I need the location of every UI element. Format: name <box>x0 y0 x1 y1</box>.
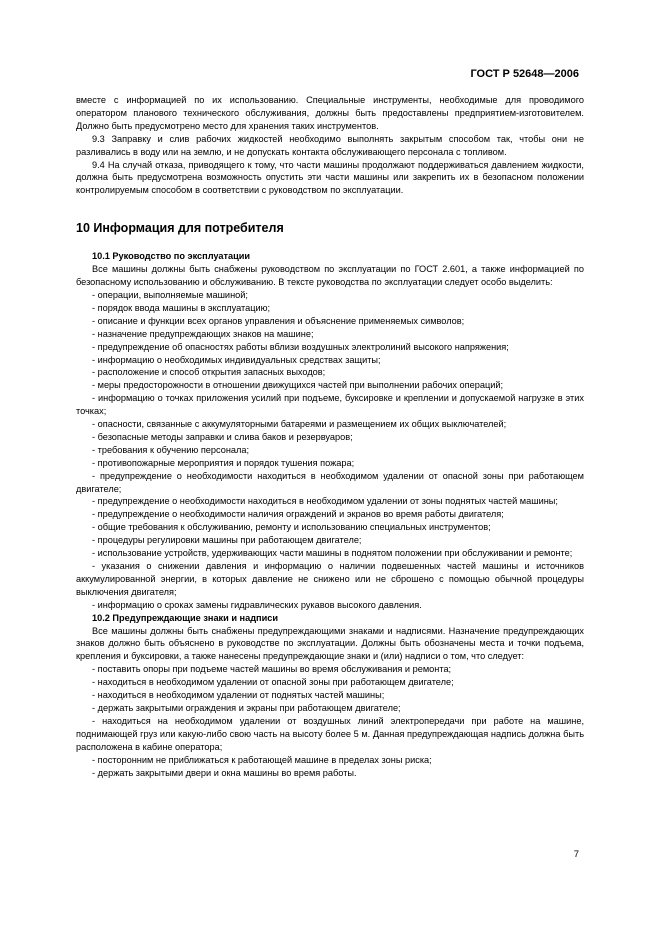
list-marker: - <box>92 496 96 507</box>
list-item <box>76 379 584 392</box>
list-item-text: указания о снижении давления и информацию о наличии подвешенных частей машины и источников аккумулированной энергии, в которых давление не снижено или не сброшено с помощью обычной процедуры выключения двигателя; <box>76 561 584 597</box>
list-marker: - <box>92 535 96 546</box>
list-item <box>76 689 584 702</box>
list-marker: - <box>92 767 96 778</box>
list-marker: - <box>92 561 96 571</box>
list-item-text: предупреждение о необходимости находиться в необходимом удалении от зоны поднятых частей машины; <box>97 496 558 507</box>
list-item-text: информацию о точках приложения усилий при подъеме, буксировке и креплении и допускаемой нагрузке в этих точках; <box>76 393 584 417</box>
list-item <box>76 521 584 534</box>
list-item-text: безопасные методы заправки и слива баков и резервуаров; <box>97 431 353 442</box>
list-item-text: порядок ввода машины в эксплуатацию; <box>97 302 271 313</box>
list-marker: - <box>92 690 96 701</box>
list-marker: - <box>92 341 96 352</box>
list-marker: - <box>92 548 96 559</box>
list-item <box>76 702 584 715</box>
list-marker: - <box>92 431 96 442</box>
list-item-text: требования к обучению персонала; <box>97 444 250 455</box>
list-item <box>76 418 584 431</box>
list-item-text: посторонним не приближаться к работающей машине в пределах зоны риска; <box>97 754 432 765</box>
list-marker: - <box>92 419 96 430</box>
list-marker: - <box>92 677 96 688</box>
list-item <box>76 599 584 612</box>
list-item-text: предупреждение об опасностях работы вблизи воздушных электролиний высокого напряжения; <box>97 341 509 352</box>
list-item <box>76 767 584 780</box>
list-item <box>76 341 584 354</box>
list-item-text: назначение предупреждающих знаков на машине; <box>97 328 314 339</box>
list-item <box>76 534 584 547</box>
list-marker: - <box>92 702 96 713</box>
list-marker: - <box>92 509 96 520</box>
list-item <box>76 431 584 444</box>
list-marker: - <box>92 457 96 468</box>
list-marker: - <box>92 302 96 313</box>
list-item-text: расположение и способ открытия запасных выходов; <box>97 367 326 378</box>
list-item <box>76 328 584 341</box>
subsection-10-2-list <box>76 663 584 779</box>
standard-header: ГОСТ Р 52648—2006 <box>470 68 579 80</box>
list-item-text: находиться на необходимом удалении от воздушных линий электропередачи при работе на машине, поднимающей груз или какую-либо свою часть на высоту более 5 м. Данная предупреждающая надпись должна быть расположена в кабине оператора; <box>76 715 584 752</box>
list-item <box>76 508 584 521</box>
intro-paragraph: вместе с информацией по их использованию. Специальные инструменты, необходимые для проводимого оператором планового технического обслуживания, должны быть предоставлены предприятием-изготовителем. Должно быть предусмотрено место для хранения таких инструментов. <box>76 95 584 131</box>
list-marker: - <box>92 289 96 300</box>
list-marker: - <box>92 754 96 765</box>
list-item-text: меры предосторожности в отношении движущихся частей при выполнении рабочих операций; <box>97 380 504 391</box>
list-item <box>76 444 584 457</box>
subsection-10-2-intro: Все машины должны быть снабжены предупреждающими знаками и надписями. Назначение предупреждающих знаков должно быть объяснено в руководстве по эксплуатации. Должны быть обозначены места и точки подъема, крепления и буксировки, а также нанесены предупреждающие знаки и (или) надписи о том, что следует: <box>76 625 584 662</box>
list-item <box>76 392 584 418</box>
list-item <box>76 470 584 496</box>
clause-9-4: 9.4 На случай отказа, приводящего к тому, что части машины продолжают поддерживаться давлением жидкости, должна быть предусмотрена возможность опустить эти части машины или закрепить их в безопасном положении контролируемым способом в соответствии с руководством по эксплуатации. <box>76 159 584 196</box>
list-marker: - <box>92 328 96 339</box>
list-marker: - <box>92 380 96 391</box>
list-item <box>76 315 584 328</box>
list-item-text: использование устройств, удерживающих части машины в поднятом положении при обслуживании и ремонте; <box>97 548 573 559</box>
list-marker: - <box>92 470 96 481</box>
list-item-text: находиться в необходимом удалении от поднятых частей машины; <box>97 690 385 701</box>
list-item-text: опасности, связанные с аккумуляторными батареями и размещением их общих выключателей; <box>97 419 507 430</box>
list-item-text: противопожарные мероприятия и порядок тушения пожара; <box>97 457 355 468</box>
list-item <box>76 676 584 689</box>
list-item <box>76 715 584 754</box>
list-marker: - <box>92 354 96 365</box>
list-item-text: предупреждение о необходимости наличия ограждений и экранов во время работы двигателя; <box>97 509 504 520</box>
list-marker: - <box>92 599 96 610</box>
list-item-text: операции, выполняемые машиной; <box>97 289 248 300</box>
section-10-title: 10 Информация для потребителя <box>76 221 284 236</box>
list-marker: - <box>92 664 96 675</box>
list-item <box>76 354 584 367</box>
list-item-text: общие требования к обслуживанию, ремонту и использованию специальных инструментов; <box>97 522 491 533</box>
list-marker: - <box>92 367 96 378</box>
list-item <box>76 289 584 302</box>
list-item-text: предупреждение о необходимости находиться в необходимом удалении от опасной зоны при работающем двигателе; <box>76 470 584 494</box>
document-body <box>76 94 584 779</box>
subsection-10-1-list <box>76 289 584 612</box>
list-item-text: держать закрытыми двери и окна машины во время работы. <box>97 767 357 778</box>
list-item-text: информацию о сроках замены гидравлических рукавов высокого давления. <box>97 599 422 610</box>
subsection-10-1-title: 10.1 Руководство по эксплуатации <box>92 251 251 262</box>
list-item <box>76 560 584 599</box>
list-item-text: процедуры регулировки машины при работающем двигателе; <box>97 535 362 546</box>
list-marker: - <box>92 522 96 533</box>
list-marker: - <box>92 715 96 726</box>
list-item <box>76 547 584 560</box>
list-item-text: держать закрытыми ограждения и экраны при работающем двигателе; <box>97 702 401 713</box>
clause-9-3: 9.3 Заправку и слив рабочих жидкостей необходимо выполнять закрытым способом так, чтобы они не разливались в воду или на землю, и не допускать контакта обслуживающего персонала с топливом. <box>76 133 584 157</box>
list-marker: - <box>92 444 96 455</box>
list-item <box>76 302 584 315</box>
list-item <box>76 495 584 508</box>
list-item-text: поставить опоры при подъеме частей машины во время обслуживания и ремонта; <box>97 664 452 675</box>
list-item <box>76 457 584 470</box>
list-item-text: описание и функции всех органов управления и объяснение применяемых символов; <box>97 315 465 326</box>
subsection-10-2-title: 10.2 Предупреждающие знаки и надписи <box>92 612 278 623</box>
subsection-10-1-intro: Все машины должны быть снабжены руководством по эксплуатации по ГОСТ 2.601, а также информацией по безопасному использованию и обслуживанию. В тексте руководства по эксплуатации следует особо выделить: <box>76 264 584 288</box>
list-item <box>76 663 584 676</box>
list-item-text: информацию о необходимых индивидуальных средствах защиты; <box>97 354 381 365</box>
list-item-text: находиться в необходимом удалении от опасной зоны при работающем двигателе; <box>97 677 454 688</box>
list-item <box>76 366 584 379</box>
list-marker: - <box>92 393 96 404</box>
list-item <box>76 754 584 767</box>
page-number: 7 <box>573 849 579 860</box>
list-marker: - <box>92 315 96 326</box>
